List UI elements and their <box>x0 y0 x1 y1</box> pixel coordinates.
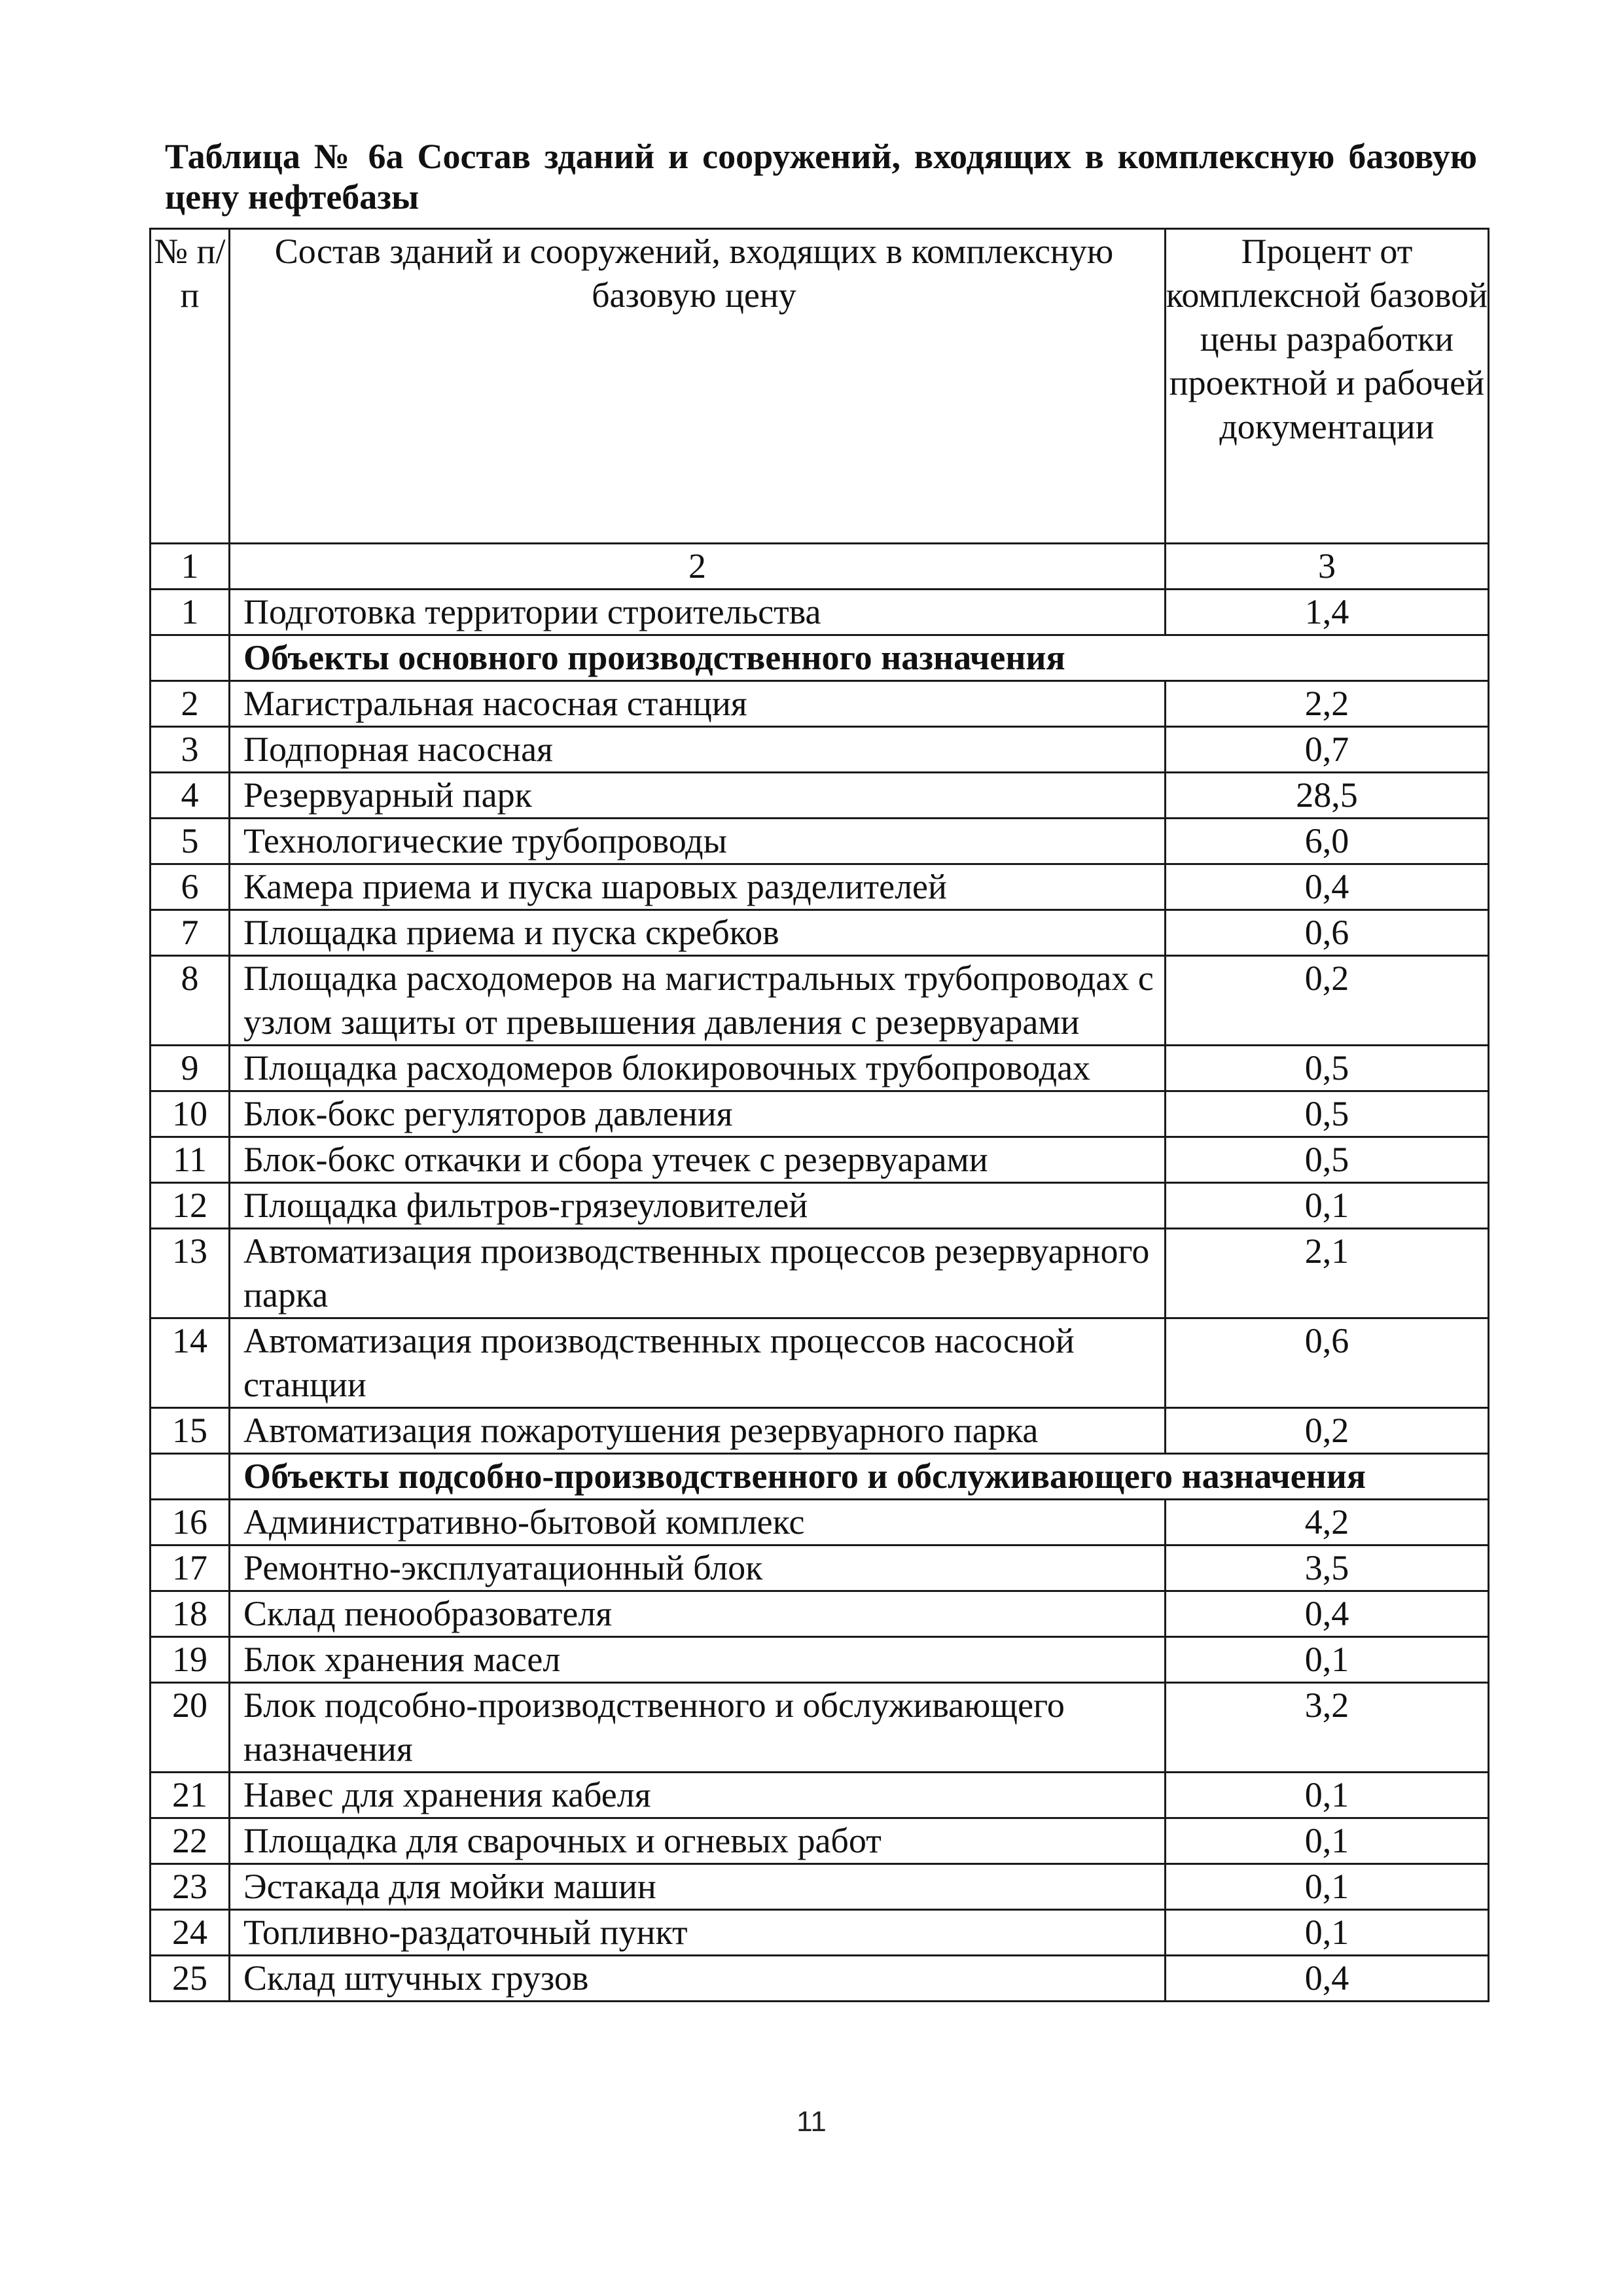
row-percent: 0,4 <box>1165 864 1488 910</box>
section-title: Объекты подсобно-производственного и обслуживающего назначения <box>230 1454 1489 1500</box>
table-row <box>151 1956 1489 2002</box>
row-name: Площадка расходомеров блокировочных трубопроводах <box>230 1046 1166 1091</box>
row-name: Склад штучных грузов <box>230 1956 1166 2002</box>
row-num: 22 <box>151 1818 230 1864</box>
table-row <box>151 1545 1489 1591</box>
row-percent: 6,0 <box>1165 819 1488 864</box>
row-percent: 0,6 <box>1165 910 1488 956</box>
row-num: 21 <box>151 1773 230 1818</box>
row-name: Топливно-раздаточный пункт <box>230 1910 1166 1956</box>
row-num: 20 <box>151 1683 230 1773</box>
row-num: 15 <box>151 1408 230 1454</box>
table-row <box>151 1408 1489 1454</box>
page-number: 11 <box>796 2106 827 2138</box>
row-percent: 0,5 <box>1165 1091 1488 1137</box>
table-row <box>151 1910 1489 1956</box>
row-name: Площадка расходомеров на магистральных трубопроводах с узлом защиты от превышения давления с резервуарами <box>230 956 1166 1046</box>
row-num: 10 <box>151 1091 230 1137</box>
row-percent: 0,5 <box>1165 1046 1488 1091</box>
row-percent: 0,2 <box>1165 956 1488 1046</box>
row-num: 1 <box>151 590 230 635</box>
table-row <box>151 773 1489 819</box>
row-name: Навес для хранения кабеля <box>230 1773 1166 1818</box>
row-percent: 0,1 <box>1165 1773 1488 1818</box>
row-percent: 0,4 <box>1165 1956 1488 2002</box>
row-percent: 0,1 <box>1165 1864 1488 1910</box>
table-row <box>151 1773 1489 1818</box>
row-num: 9 <box>151 1046 230 1091</box>
row-num: 7 <box>151 910 230 956</box>
row-num: 3 <box>151 727 230 773</box>
row-num: 23 <box>151 1864 230 1910</box>
header-pct: Процент от комплексной базовой цены разработки проектной и рабочей документации <box>1165 229 1488 544</box>
row-percent: 0,2 <box>1165 1408 1488 1454</box>
row-name: Магистральная насосная станция <box>230 681 1166 727</box>
row-percent: 4,2 <box>1165 1500 1488 1545</box>
row-name: Эстакада для мойки машин <box>230 1864 1166 1910</box>
row-num: 8 <box>151 956 230 1046</box>
row-percent: 0,4 <box>1165 1591 1488 1637</box>
table-row <box>151 1318 1489 1408</box>
section-title: Объекты основного производственного назначения <box>230 635 1489 681</box>
row-percent: 3,2 <box>1165 1683 1488 1773</box>
row-num: 16 <box>151 1500 230 1545</box>
column-index-row <box>151 544 1489 590</box>
row-percent: 28,5 <box>1165 773 1488 819</box>
section-row <box>151 635 1489 681</box>
row-name: Резервуарный парк <box>230 773 1166 819</box>
table-row <box>151 1091 1489 1137</box>
section-num-cell <box>151 635 230 681</box>
row-name: Административно-бытовой комплекс <box>230 1500 1166 1545</box>
section-row <box>151 1454 1489 1500</box>
row-name: Блок-бокс откачки и сбора утечек с резервуарами <box>230 1137 1166 1183</box>
header-row <box>151 229 1489 544</box>
table-row <box>151 1591 1489 1637</box>
row-percent: 2,2 <box>1165 681 1488 727</box>
row-name: Блок-бокс регуляторов давления <box>230 1091 1166 1137</box>
row-percent: 1,4 <box>1165 590 1488 635</box>
row-percent: 0,6 <box>1165 1318 1488 1408</box>
row-name: Склад пенообразователя <box>230 1591 1166 1637</box>
column-index-2: 2 <box>230 544 1166 590</box>
row-num: 4 <box>151 773 230 819</box>
column-index-3: 3 <box>1165 544 1488 590</box>
row-name: Технологические трубопроводы <box>230 819 1166 864</box>
row-num: 18 <box>151 1591 230 1637</box>
row-name: Автоматизация производственных процессов насосной станции <box>230 1318 1166 1408</box>
row-num: 5 <box>151 819 230 864</box>
row-num: 17 <box>151 1545 230 1591</box>
row-num: 12 <box>151 1183 230 1229</box>
row-num: 14 <box>151 1318 230 1408</box>
row-num: 24 <box>151 1910 230 1956</box>
column-index-1: 1 <box>151 544 230 590</box>
table-row <box>151 1818 1489 1864</box>
row-percent: 0,7 <box>1165 727 1488 773</box>
row-name: Блок хранения масел <box>230 1637 1166 1683</box>
row-name: Ремонтно-эксплуатационный блок <box>230 1545 1166 1591</box>
row-num: 11 <box>151 1137 230 1183</box>
table-row <box>151 681 1489 727</box>
row-name: Автоматизация производственных процессов резервуарного парка <box>230 1229 1166 1318</box>
row-num: 2 <box>151 681 230 727</box>
row-num: 13 <box>151 1229 230 1318</box>
buildings-table <box>149 228 1489 2002</box>
row-num: 19 <box>151 1637 230 1683</box>
table-row <box>151 1229 1489 1318</box>
table-row <box>151 1183 1489 1229</box>
table-body <box>151 229 1489 2002</box>
row-name: Камера приема и пуска шаровых разделителей <box>230 864 1166 910</box>
row-num: 25 <box>151 1956 230 2002</box>
table-row <box>151 1046 1489 1091</box>
row-name: Площадка фильтров-грязеуловителей <box>230 1183 1166 1229</box>
row-percent: 0,1 <box>1165 1910 1488 1956</box>
row-percent: 3,5 <box>1165 1545 1488 1591</box>
row-name: Площадка для сварочных и огневых работ <box>230 1818 1166 1864</box>
row-name: Блок подсобно-производственного и обслуживающего назначения <box>230 1683 1166 1773</box>
row-percent: 0,1 <box>1165 1183 1488 1229</box>
header-name: Состав зданий и сооружений, входящих в комплексную базовую цену <box>230 229 1166 544</box>
table-row <box>151 1683 1489 1773</box>
row-name: Подготовка территории строительства <box>230 590 1166 635</box>
row-percent: 2,1 <box>1165 1229 1488 1318</box>
table-row <box>151 956 1489 1046</box>
row-percent: 0,5 <box>1165 1137 1488 1183</box>
table-row <box>151 1500 1489 1545</box>
table-row <box>151 819 1489 864</box>
table-row <box>151 864 1489 910</box>
section-num-cell <box>151 1454 230 1500</box>
table-row <box>151 1864 1489 1910</box>
table-row <box>151 1137 1489 1183</box>
table-title: Таблица № 6а Состав зданий и сооружений, входящих в комплексную базовую цену нефтебазы <box>165 137 1477 217</box>
row-name: Подпорная насосная <box>230 727 1166 773</box>
row-name: Автоматизация пожаротушения резервуарного парка <box>230 1408 1166 1454</box>
row-name: Площадка приема и пуска скребков <box>230 910 1166 956</box>
row-num: 6 <box>151 864 230 910</box>
table-row <box>151 910 1489 956</box>
row-percent: 0,1 <box>1165 1637 1488 1683</box>
table-row <box>151 590 1489 635</box>
table-row <box>151 727 1489 773</box>
table-row <box>151 1637 1489 1683</box>
row-percent: 0,1 <box>1165 1818 1488 1864</box>
header-num: № п/п <box>151 229 230 544</box>
